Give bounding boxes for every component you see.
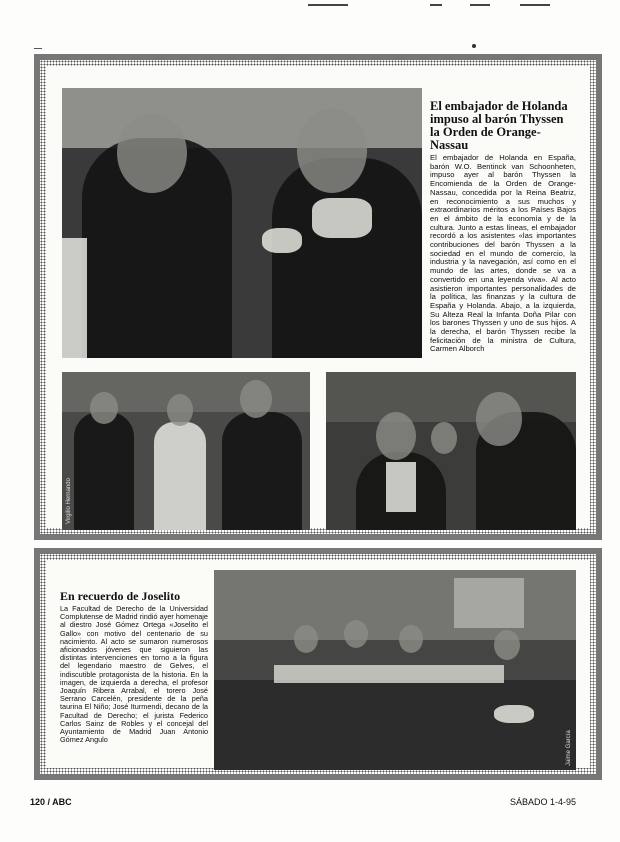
joselito-headline: En recuerdo de Joselito	[60, 589, 181, 603]
thyssen-headline: El embajador de Holanda impuso al barón Thyssen la Orden de Orange-Nassau	[430, 99, 568, 152]
photo-credit-joselito: Jaime García	[566, 730, 572, 766]
photo-thyssen-with-minister	[326, 372, 576, 530]
photo-credit-thyssen: Virgilio Hernando	[66, 478, 72, 524]
article-thyssen-frame	[34, 54, 602, 540]
photo-ambassador-decorating-thyssen	[62, 88, 422, 358]
crop-mark	[34, 48, 42, 49]
photo-infanta-with-thyssens	[62, 372, 310, 530]
article-joselito-panel	[46, 560, 590, 768]
photo-joselito-homage-table	[214, 570, 576, 770]
joselito-body-text: La Facultad de Derecho de la Universidad Complutense de Madrid rindió ayer homenaje al diestro José Gómez Ortega «Joselito el Gallo» con motivo del centenario de su nacimiento. Al acto se sumaron numerosos aficionados jóvenes que siguieron las distintas intervenciones en torno a la figura del legendario maestro de Gelves, el indiscutible protagonista de la historia. En la imagen, de izquierda a derecha, el profesor Joaquín Ribera Arrabal, el torero José Serrano Carcelén, presidente de la peña taurina El Niño; José Iturmendi, decano de la Facultad de Derecho; el jurista Federico Carlos Sainz de Robles y el concejal del Ayuntamiento de Madrid Juan Antonio Gómez Angulo	[60, 605, 208, 745]
issue-date: SÁBADO 1-4-95	[510, 797, 577, 807]
registration-dot	[472, 44, 476, 48]
page-number: 120 / ABC	[30, 797, 72, 807]
thyssen-body-text: El embajador de Holanda en España, barón W.O. Bentinck van Schoonheten, impuso ayer al barón Thyssen la Encomienda de la Orden de Orange-Nassau, concedida por la Reina Beatriz, en reconocimiento a sus muchos y extraordinarios méritos a los Países Bajos en el ámbito de la economía y de la cultura. Junto a estas líneas, el embajador recordó a los asistentes «las importantes contribuciones del barón Thyssen a la sociedad en el mundo de comercio, la industria y la navegación, así como en el mundo de las artes, donde se va a convertido en una leyenda viva». Al acto asistieron importantes personalidades de la política, las finanzas y la cultura de España y Holanda. Abajo, a la izquierda, Su Alteza Real la Infanta Doña Pilar con los barones Thyssen y uno de sus hijos. A la derecha, el barón Thyssen recibe la felicitación de la ministra de Cultura, Carmen Alborch	[430, 154, 576, 354]
article-joselito-frame	[34, 548, 602, 780]
article-thyssen-panel	[46, 66, 590, 528]
top-rule-marks	[0, 4, 620, 10]
